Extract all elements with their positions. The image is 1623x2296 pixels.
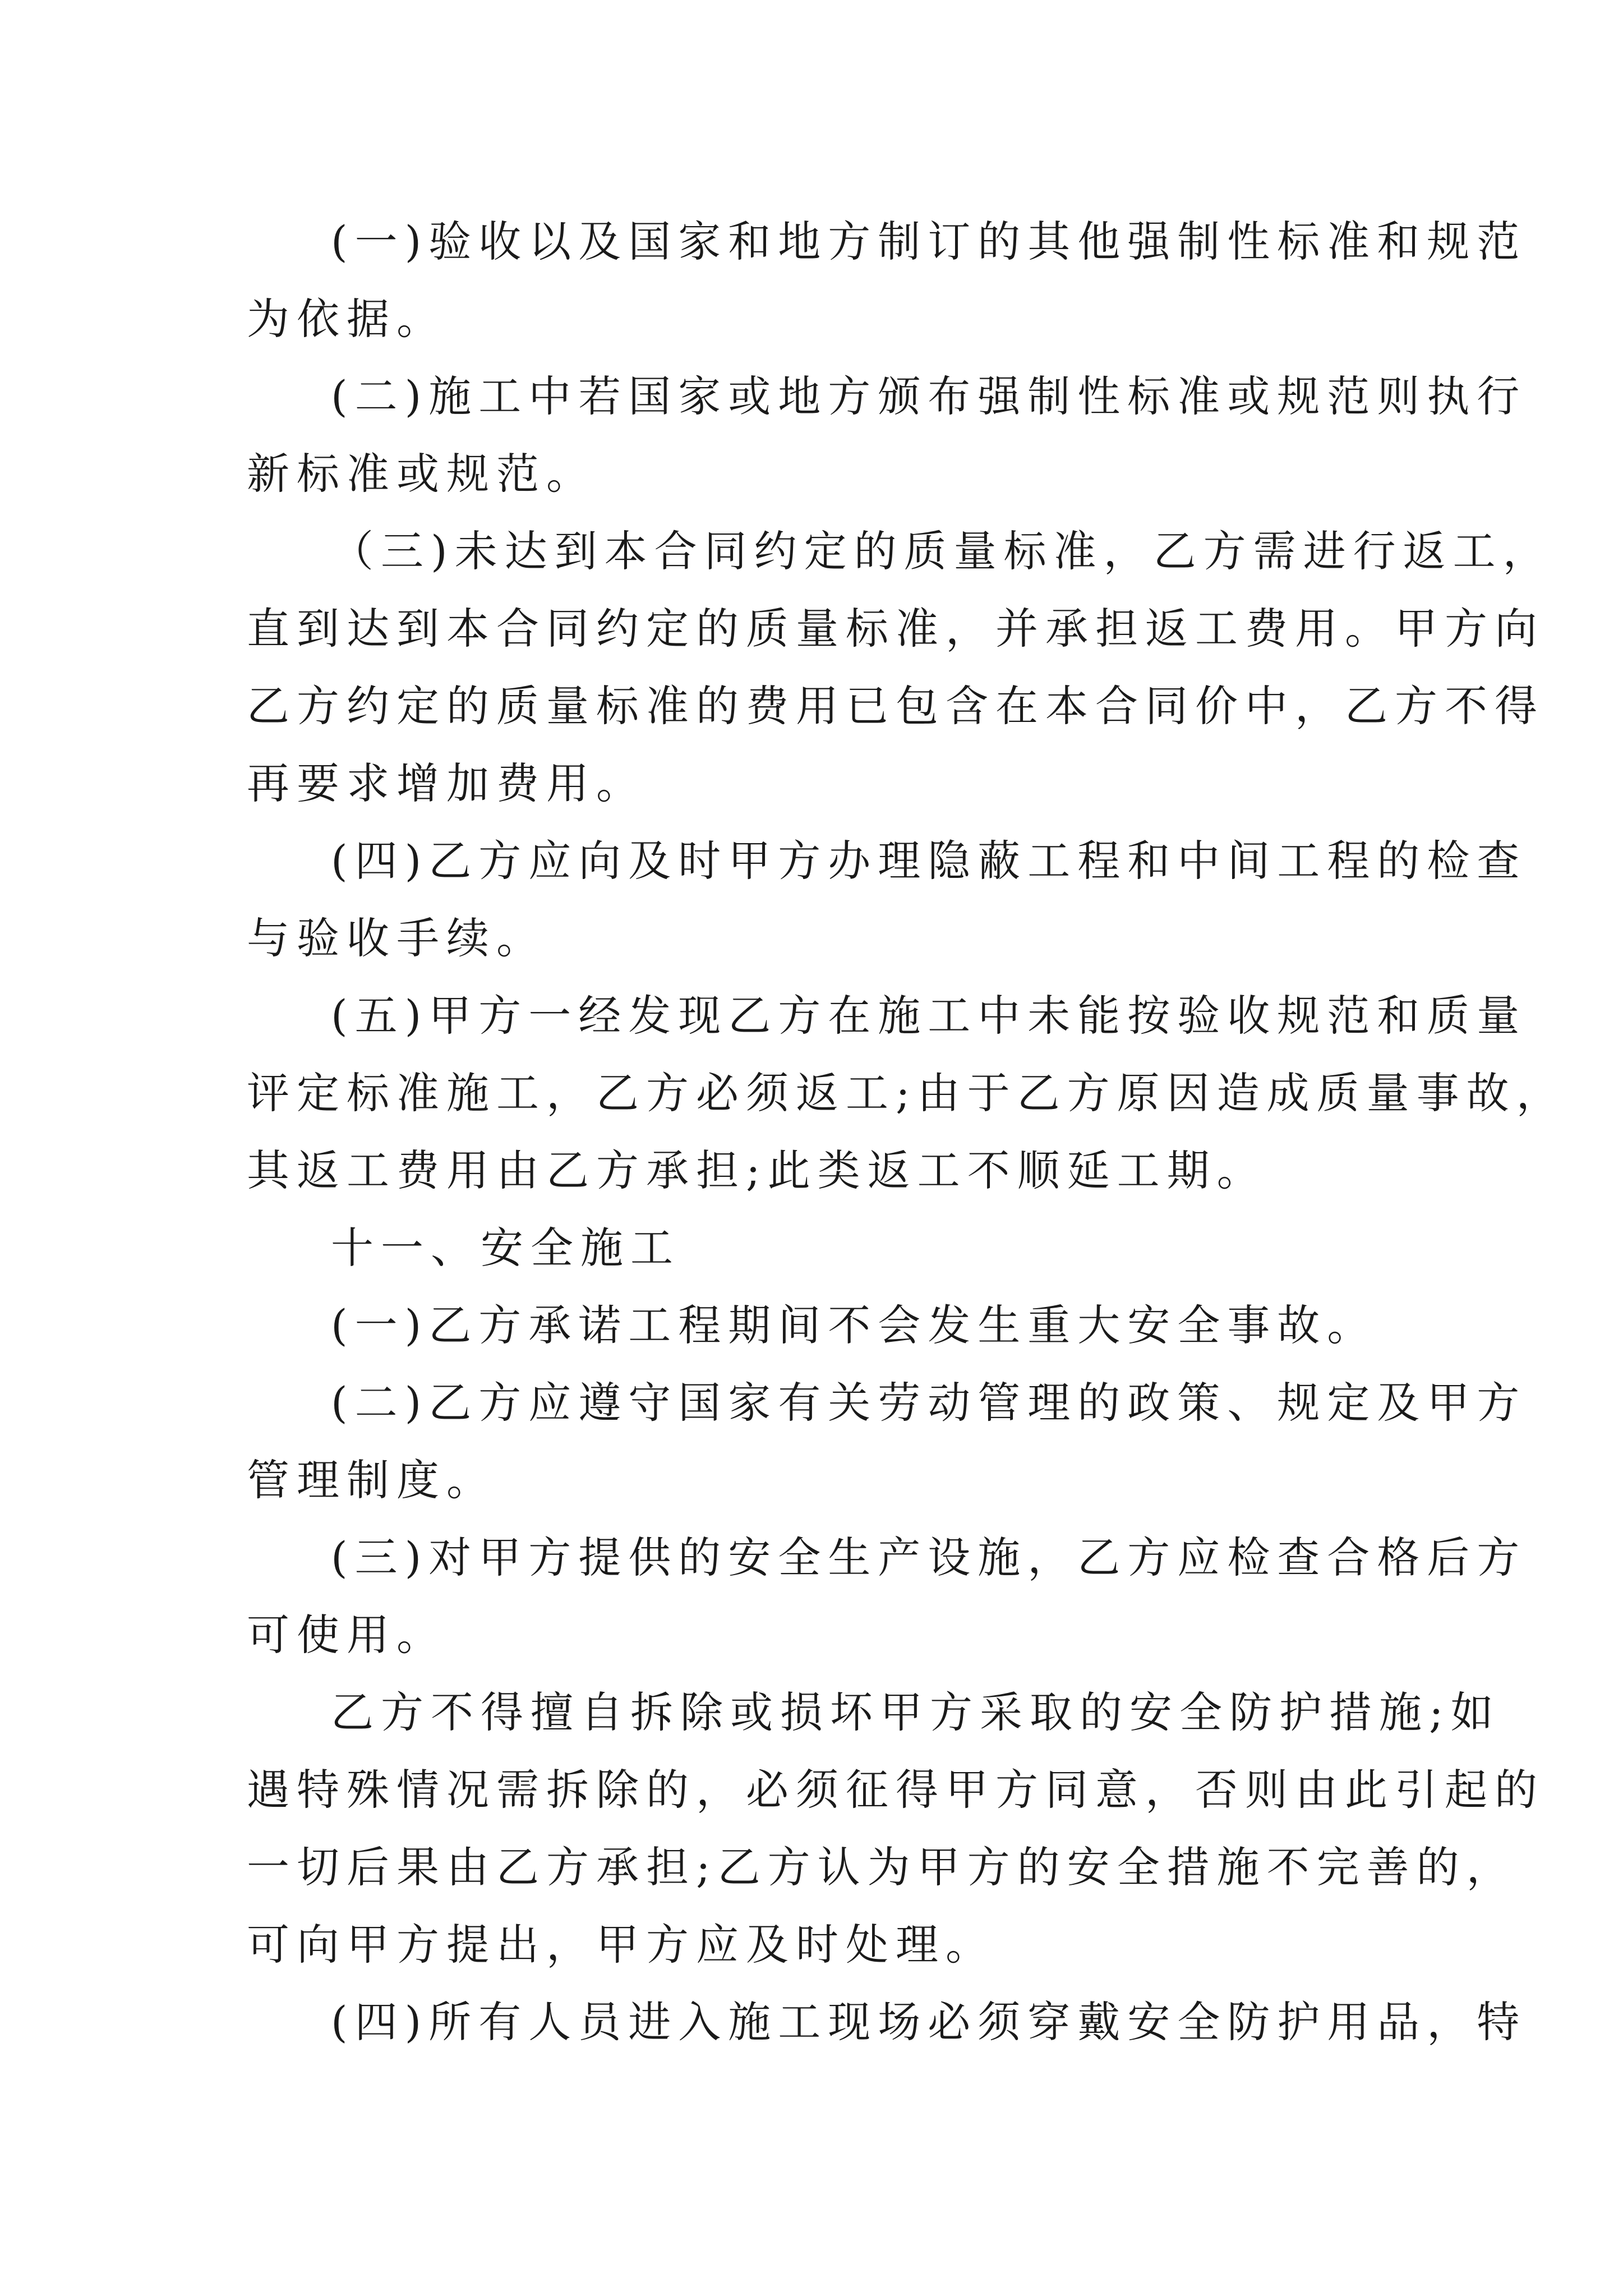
text-line: 再要求增加费用。: [247, 758, 646, 808]
text-line: 可向甲方提出，甲方应及时处理。: [247, 1920, 995, 1970]
text-line: 可使用。: [247, 1610, 446, 1660]
text-line: 乙方不得擅自拆除或损坏甲方采取的安全防护措施;如: [331, 1687, 1501, 1737]
text-line: 为依据。: [247, 294, 446, 344]
text-line: (一)乙方承诺工程期间不会发生重大安全事故。: [331, 1300, 1377, 1350]
text-line: (二)施工中若国家或地方颁布强制性标准或规范则执行: [331, 371, 1527, 421]
text-line: 其返工费用由乙方承担;此类返工不顺延工期。: [247, 1145, 1267, 1195]
text-line: （三)未达到本合同约定的质量标准，乙方需进行返工，: [331, 526, 1553, 576]
text-line: 乙方约定的质量标准的费用已包含在本合同价中，乙方不得: [247, 681, 1544, 731]
text-line: 管理制度。: [247, 1455, 496, 1505]
text-line: 新标准或规范。: [247, 449, 596, 499]
text-line: 遇特殊情况需拆除的，必须征得甲方同意，否则由此引起的: [247, 1765, 1544, 1815]
text-line: (三)对甲方提供的安全生产设施，乙方应检查合格后方: [331, 1533, 1527, 1582]
text-line: 与验收手续。: [247, 913, 546, 963]
text-line: (一)验收以及国家和地方制订的其他强制性标准和规范: [331, 217, 1527, 266]
text-line: (四)乙方应向及时甲方办理隐蔽工程和中间工程的检查: [331, 836, 1527, 886]
section-heading: 十一、安全施工: [331, 1223, 680, 1273]
text-line: 直到达到本合同约定的质量标准，并承担返工费用。甲方向: [247, 604, 1544, 654]
text-line: (五)甲方一经发现乙方在施工中未能按验收规范和质量: [331, 991, 1527, 1041]
text-line: 一切后果由乙方承担;乙方认为甲方的安全措施不完善的，: [247, 1842, 1516, 1892]
text-line: 评定标准施工，乙方必须返工;由于乙方原因造成质量事故，: [247, 1068, 1566, 1118]
text-line: (二)乙方应遵守国家有关劳动管理的政策、规定及甲方: [331, 1378, 1527, 1428]
text-line: (四)所有人员进入施工现场必须穿戴安全防护用品，特: [331, 1997, 1527, 2047]
